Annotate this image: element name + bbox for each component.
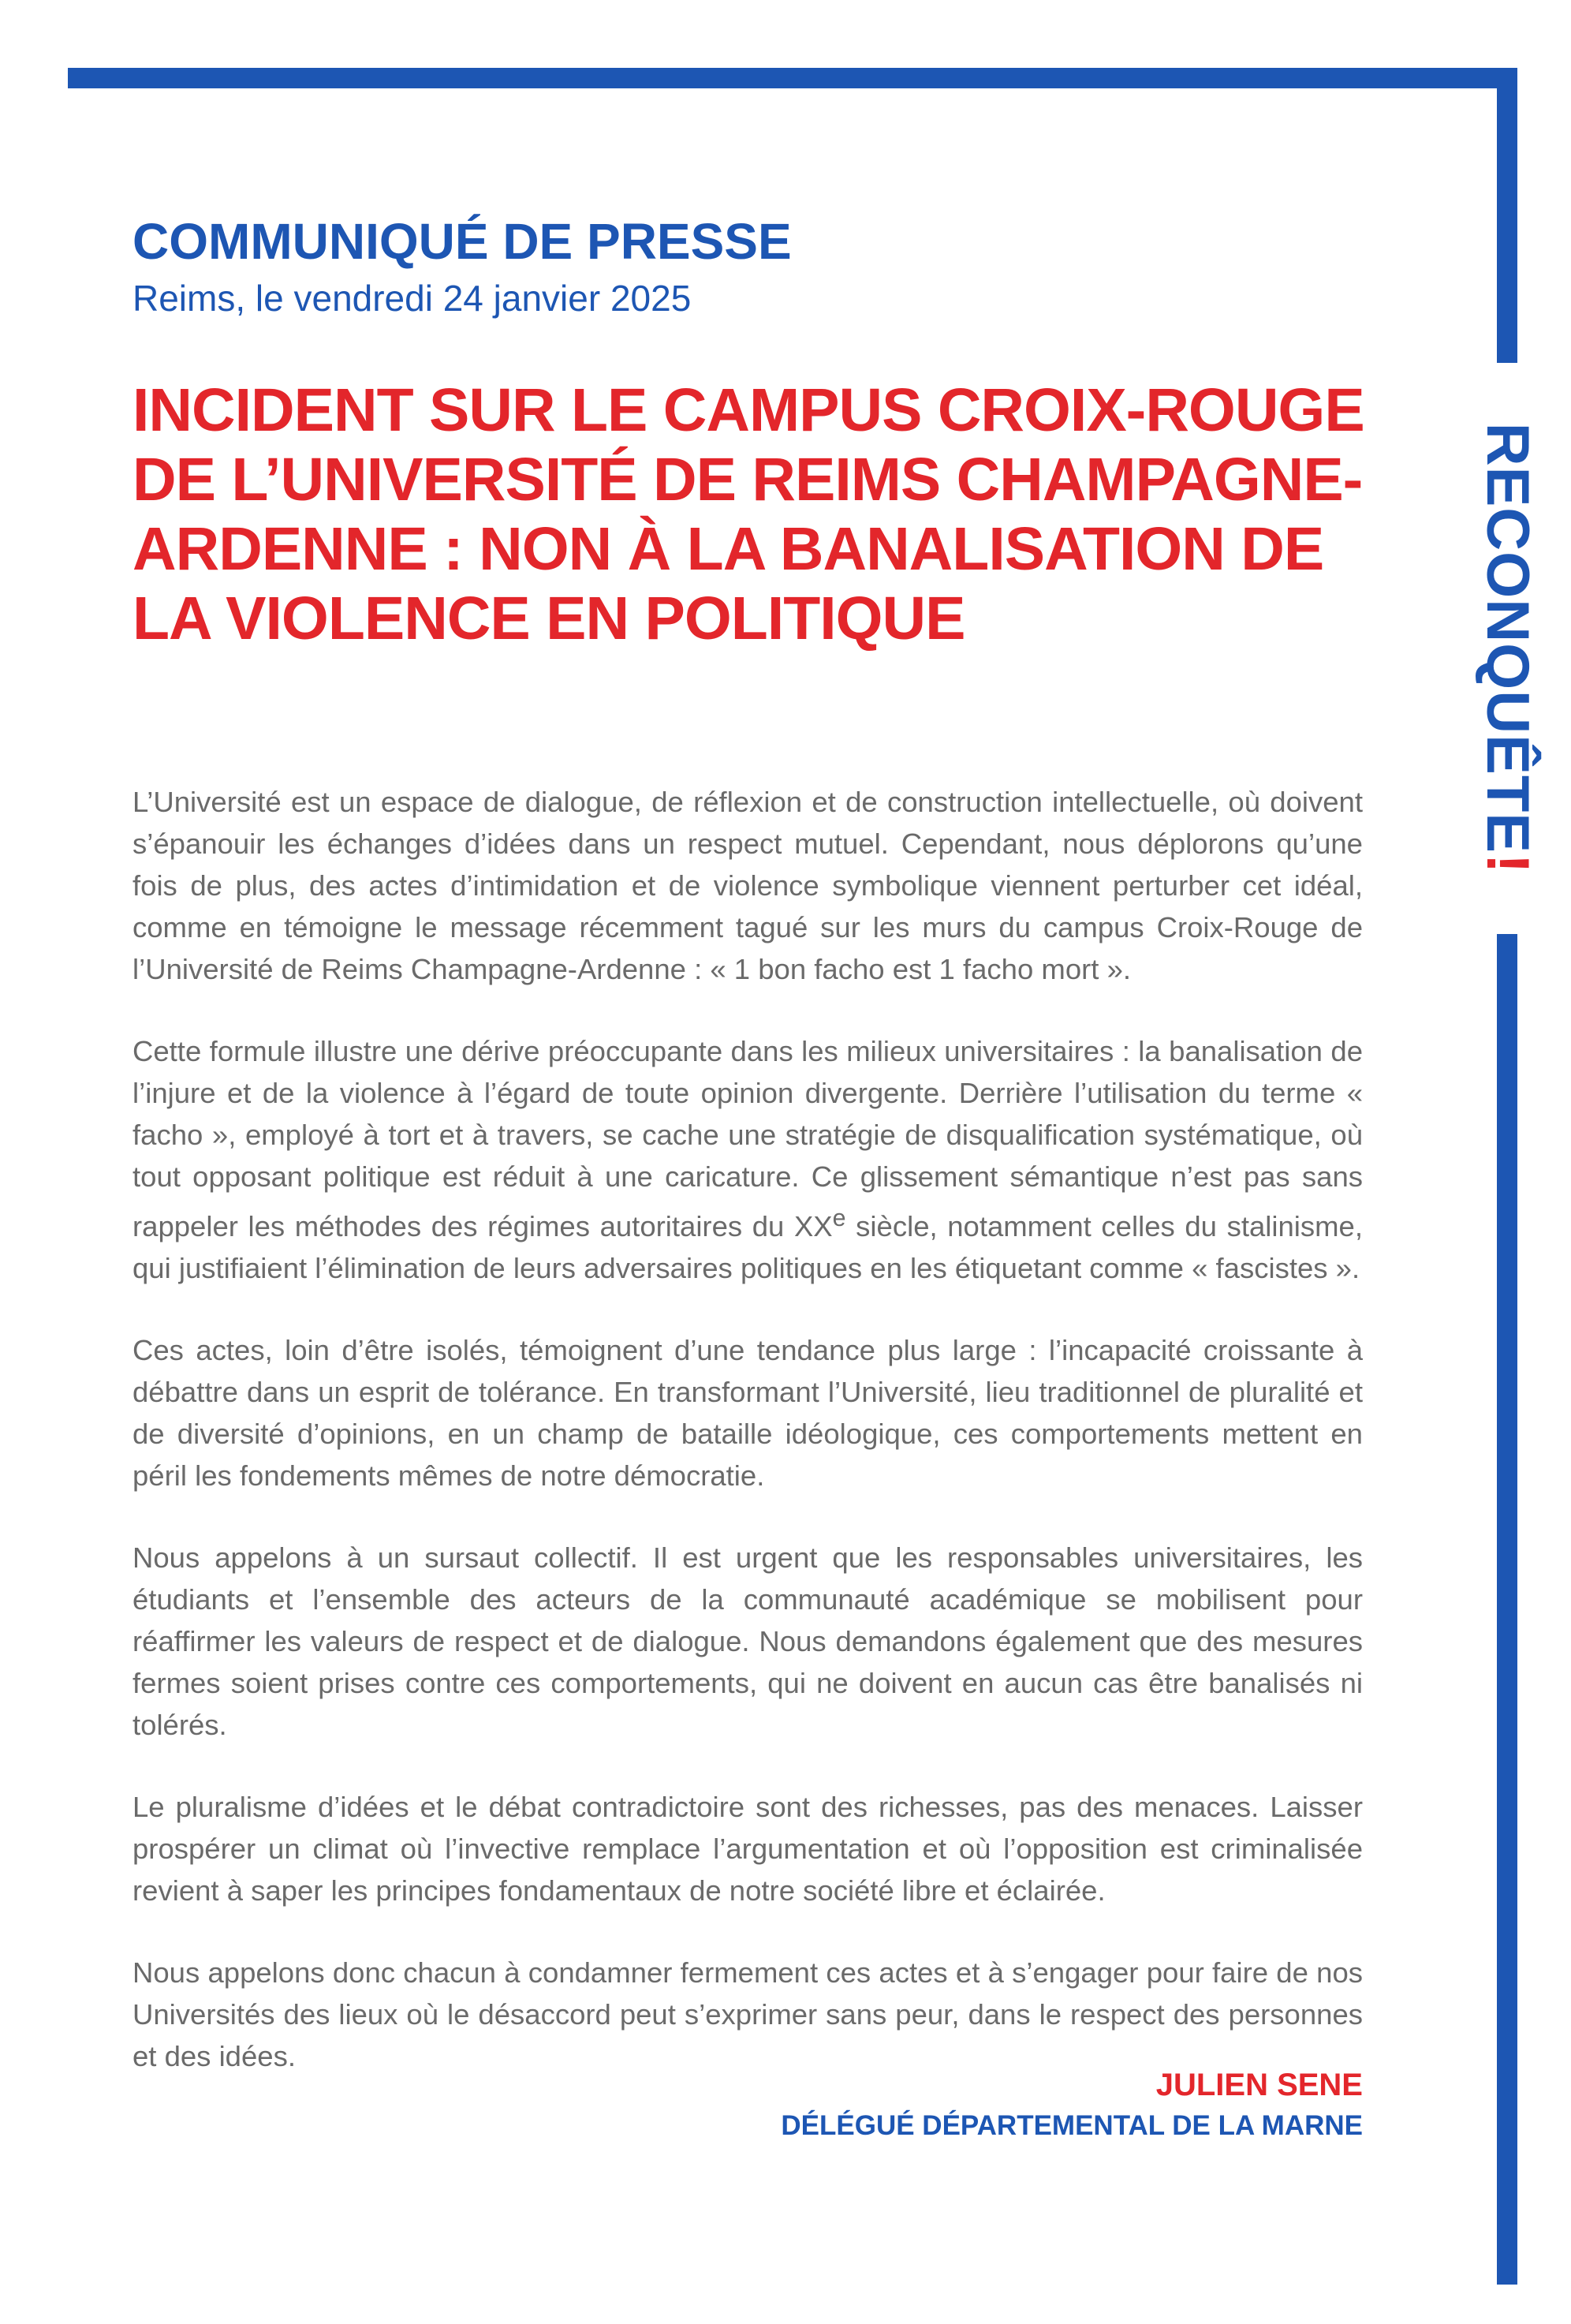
frame-right-bar-upper bbox=[1497, 68, 1517, 363]
frame-right-bar-lower bbox=[1497, 934, 1517, 2285]
signatory-name: JULIEN SENE bbox=[1155, 2068, 1363, 2102]
brand-exclamation: ! bbox=[1474, 853, 1541, 875]
article-body bbox=[132, 781, 1363, 2117]
signature-block bbox=[132, 2064, 1363, 2146]
paragraph-text: Cette formule illustre une dérive préoccupante dans les milieux universitaires : la banalisation de l’injure et de la violence à l’égard de toute opinion divergente. Derrière l’utilisation du terme « facho », employé à tort et à travers, se cache une stratégie de disqualification systématique, où tout opposant politique est réduit à une caricature. Ce glissement sémantique n’est pas sans rappeler les méthodes des régimes autoritaires du XX bbox=[132, 1035, 1363, 1243]
brand-name: RECONQUÊTE bbox=[1474, 422, 1541, 854]
press-release-label: COMMUNIQUÉ DE PRESSE bbox=[132, 213, 792, 270]
paragraph-text: siècle, notamment celles du stalinisme, qui justifiaient l’élimination de leurs adversaires politiques en les étiquetant comme « fascistes ». bbox=[132, 1210, 1363, 1285]
signatory-title: DÉLÉGUÉ DÉPARTEMENTAL DE LA MARNE bbox=[781, 2110, 1363, 2141]
headline: INCIDENT SUR LE CAMPUS CROIX-ROUGE DE L’UNIVERSITÉ DE REIMS CHAMPAGNE-ARDENNE : NON À LA BANALISATION DE LA VIOLENCE EN POLITIQUE bbox=[132, 376, 1364, 652]
frame-top-bar bbox=[68, 68, 1517, 88]
superscript: e bbox=[832, 1205, 846, 1231]
paragraph: Ces actes, loin d’être isolés, témoignent d’une tendance plus large : l’incapacité croissante à débattre dans un esprit de tolérance. En transformant l’Université, lieu traditionnel de pluralité et de diversité d’opinions, en un champ de bataille idéologique, ces comportements mettent en péril les fondements mêmes de notre démocratie. bbox=[132, 1334, 1363, 1493]
paragraph bbox=[132, 1030, 1363, 1289]
paragraph: Le pluralisme d’idées et le débat contradictoire sont des richesses, pas des menaces. Laisser prospérer un climat où l’invective remplace l’argumentation et où l’opposition est criminalisée revient à saper les principes fondamentaux de notre société libre et éclairée. bbox=[132, 1791, 1363, 1907]
paragraph: Nous appelons à un sursaut collectif. Il est urgent que les responsables universitaires, les étudiants et l’ensemble des acteurs de la communauté académique se mobilisent pour réaffirmer les valeurs de respect et de dialogue. Nous demandons également que des mesures fermes soient prises contre ces comportements, qui ne doivent en aucun cas être banalisés ni tolérés. bbox=[132, 1541, 1363, 1742]
press-header bbox=[132, 213, 1363, 322]
paragraph: L’Université est un espace de dialogue, de réflexion et de construction intellectuelle, où doivent s’épanouir les échanges d’idées dans un respect mutuel. Cependant, nous déplorons qu’une fois de plus, des actes d’intimidation et de violence symbolique viennent perturber cet idéal, comme en témoigne le message récemment tagué sur les murs du campus Croix-Rouge de l’Université de Reims Champagne-Ardenne : « 1 bon facho est 1 facho mort ». bbox=[132, 786, 1363, 985]
paragraph: Nous appelons donc chacun à condamner fermement ces actes et à s’engager pour faire de nos Universités des lieux où le désaccord peut s’exprimer sans peur, dans le respect des personnes et des idées. bbox=[132, 1956, 1363, 2073]
brand-logo bbox=[1474, 422, 1541, 875]
dateline: Reims, le vendredi 24 janvier 2025 bbox=[132, 278, 692, 319]
